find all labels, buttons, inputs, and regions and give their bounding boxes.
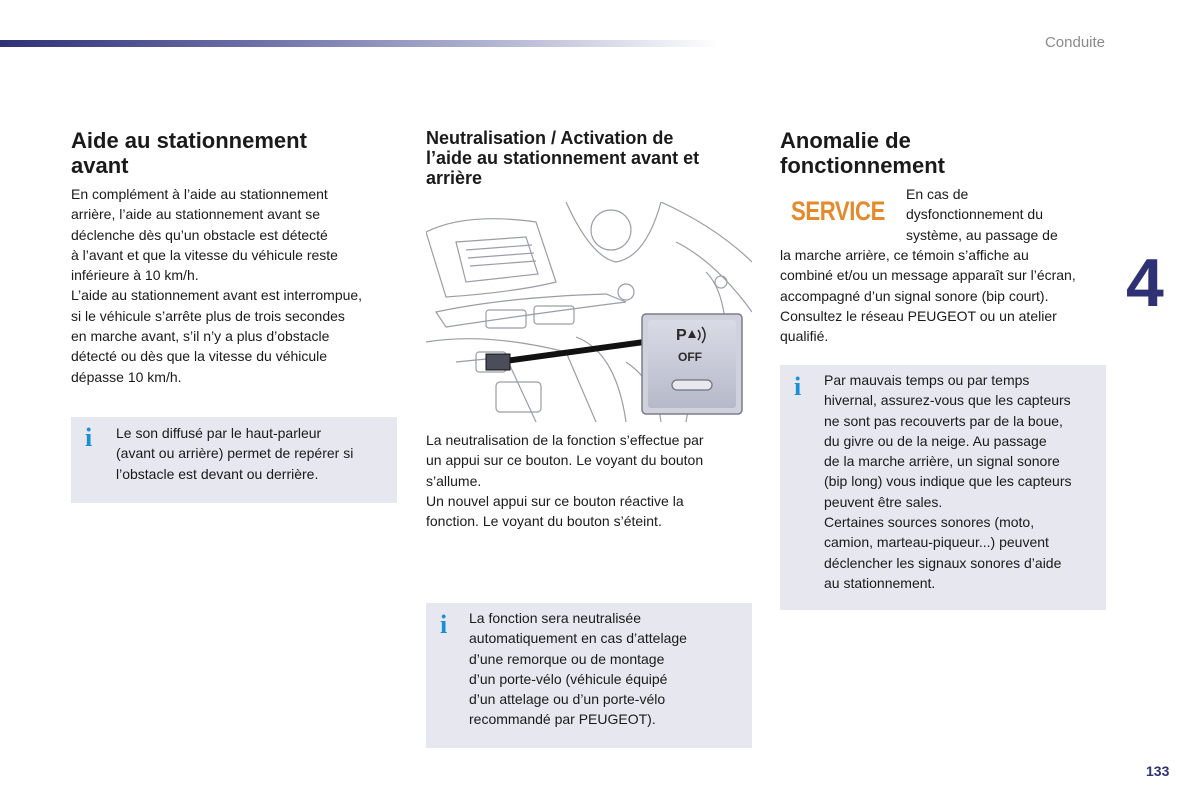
off-label: OFF: [678, 350, 702, 364]
deactivation-text: La neutralisation de la fonction s’effectue par un appui sur ce bouton. Le voyant du bouton s’allume. Un nouvel appui sur ce bouton réactive la fonction. Le voyant du bouton s’éteint.: [426, 432, 704, 530]
section-title: Aide au stationnement avant: [71, 128, 307, 178]
info-box-weather: [780, 365, 1106, 610]
chapter-number: 4: [1126, 245, 1164, 321]
page-number: 133: [1146, 763, 1170, 779]
header-gradient-bar: [0, 40, 720, 47]
section-title: Anomalie de fonctionnement: [780, 128, 945, 178]
service-warning-icon: SERVICE: [791, 196, 885, 226]
malfunction-side-text: En cas de dysfonctionnement du système, au passage de: [906, 186, 1058, 243]
info-text: Par mauvais temps ou par temps hivernal, assurez-vous que les capteurs ne sont pas recouverts par de la boue, du givre ou de la neige. Au passage de la marche arrière, un signal sonore (bip long) vous indique que les capteurs peuvent être sales. Certaines sources sonores (moto, camion, marteau-piqueur...) peuvent déclencher les signaux sonores d’aide au stationnement.: [824, 372, 1072, 591]
info-text: La fonction sera neutralisée automatiquement en cas d’attelage d’une remorque ou de montage d’un porte-vélo (véhicule équipé d’un attelage ou d’un porte-vélo recommandé par PEUGEOT).: [469, 610, 687, 728]
malfunction-text: la marche arrière, ce témoin s’affiche au combiné et/ou un message apparaît sur l’écran, accompagné d’un signal sonore (bip court). Consultez le réseau PEUGEOT ou un atelier qualifié.: [780, 247, 1076, 345]
section-malfunction: [780, 128, 1106, 178]
section-front-parking-aid: [71, 128, 397, 387]
info-box-speaker: [71, 417, 397, 503]
info-box-towbar: [426, 603, 752, 748]
svg-text:P: P: [676, 327, 687, 344]
info-icon: i: [794, 372, 802, 401]
section-title: Neutralisation / Activation de l’aide au stationnement avant et arrière: [426, 128, 700, 188]
parking-aid-off-button[interactable]: [672, 380, 712, 390]
info-icon: i: [440, 610, 448, 639]
dashboard-illustration: [426, 202, 752, 422]
section-deactivation: [426, 128, 752, 188]
info-text: Le son diffusé par le haut-parleur (avant ou arrière) permet de repérer si l’obstacle est devant ou derrière.: [116, 425, 354, 482]
body-text: En complément à l’aide au stationnement arrière, l’aide au stationnement avant se déclenche dès qu’un obstacle est détecté à l’avant et que la vitesse du véhicule reste inférieure à 10 km/h. L’aide au stationnement avant est interrompue, si le véhicule s’arrête plus de trois secondes en marche avant, s’il n’y a plus d’obstacle détecté ou dès que la vitesse du véhicule dépasse 10 km/h.: [71, 186, 363, 385]
dashboard-drawing: [426, 202, 752, 422]
info-icon: i: [85, 423, 93, 452]
section-label: Conduite: [1044, 34, 1105, 51]
